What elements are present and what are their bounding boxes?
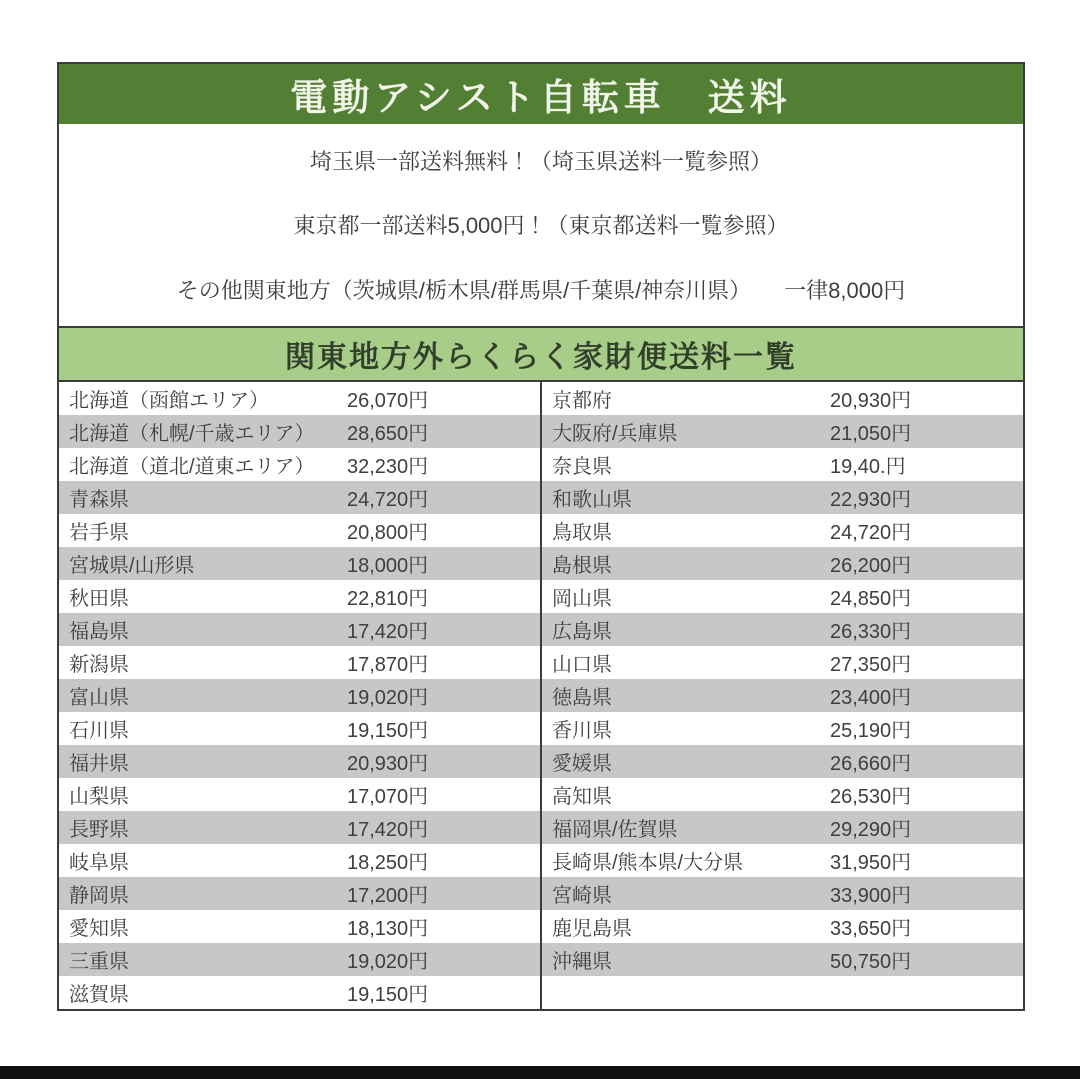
price-cell: 17,420円 (347, 621, 429, 643)
prefecture-cell: 岐阜県 (69, 852, 129, 874)
price-cell: 17,420円 (347, 819, 429, 841)
price-cell: 19,020円 (347, 951, 429, 973)
prefecture-cell: 愛知県 (69, 918, 129, 940)
price-cell: 17,200円 (347, 885, 429, 907)
prefecture-cell: 沖縄県 (540, 943, 830, 976)
price-cell: 26,200円 (830, 555, 912, 577)
prefecture-cell: 静岡県 (69, 885, 129, 907)
page-title: 電動アシスト自転車 送料 (290, 77, 792, 118)
price-cell: 22,930円 (830, 489, 912, 511)
price-cell: 26,070円 (347, 390, 429, 412)
prefecture-cell: 福井県 (69, 753, 129, 775)
main-title-banner (59, 64, 1023, 124)
prefecture-cell: 山梨県 (69, 786, 129, 808)
price-cell (830, 976, 1023, 1009)
prefecture-cell: 北海道（函館エリア） (69, 390, 269, 412)
prefecture-cell: 大阪府/兵庫県 (540, 415, 830, 448)
price-cell: 18,000円 (347, 555, 429, 577)
prefecture-cell: 長野県 (69, 819, 129, 841)
prefecture-cell: 石川県 (69, 720, 129, 742)
price-cell: 29,290円 (830, 819, 912, 841)
table-title-banner (59, 326, 1023, 382)
prefecture-cell: 徳島県 (540, 679, 830, 712)
table-row (59, 382, 1023, 415)
price-cell: 19,020円 (347, 687, 429, 709)
table-title: 関東地方外らくらく家財便送料一覧 (285, 341, 797, 374)
prefecture-cell: 岡山県 (540, 580, 830, 613)
price-cell: 21,050円 (830, 423, 912, 445)
prefecture-cell: 新潟県 (69, 654, 129, 676)
table-row (59, 712, 1023, 745)
prefecture-cell: 北海道（道北/道東エリア） (69, 456, 315, 478)
table-row (59, 745, 1023, 778)
notice-kanto-other: その他関東地方（茨城県/栃木県/群馬県/千葉県/神奈川県） 一律8,000円 (176, 278, 906, 304)
prefecture-cell: 富山県 (69, 687, 129, 709)
prefecture-cell: 鳥取県 (540, 514, 830, 547)
prefecture-cell: 京都府 (540, 382, 830, 415)
prefecture-cell: 北海道（札幌/千歳エリア） (69, 423, 315, 445)
price-cell: 20,800円 (347, 522, 429, 544)
price-cell: 26,330円 (830, 621, 912, 643)
prefecture-cell: 鹿児島県 (540, 910, 830, 943)
price-cell: 20,930円 (347, 753, 429, 775)
prefecture-cell: 高知県 (540, 778, 830, 811)
price-cell: 20,930円 (830, 390, 912, 412)
table-row (59, 943, 1023, 976)
price-cell: 28,650円 (347, 423, 429, 445)
table-row (59, 514, 1023, 547)
price-cell: 19,40.円 (830, 456, 906, 478)
price-cell: 33,900円 (830, 885, 912, 907)
price-cell: 24,720円 (830, 522, 912, 544)
price-cell: 18,250円 (347, 852, 429, 874)
price-cell: 32,230円 (347, 456, 429, 478)
prefecture-cell: 香川県 (540, 712, 830, 745)
table-row (59, 613, 1023, 646)
prefecture-cell: 山口県 (540, 646, 830, 679)
table-row (59, 679, 1023, 712)
table-row (59, 976, 1023, 1009)
price-cell: 23,400円 (830, 687, 912, 709)
prefecture-cell: 和歌山県 (540, 481, 830, 514)
table-row (59, 778, 1023, 811)
prefecture-cell: 岩手県 (69, 522, 129, 544)
table-row (59, 415, 1023, 448)
price-cell: 17,870円 (347, 654, 429, 676)
prefecture-cell: 愛媛県 (540, 745, 830, 778)
price-cell: 18,130円 (347, 918, 429, 940)
table-row (59, 877, 1023, 910)
fee-table (59, 382, 1023, 1009)
shipping-notices (59, 124, 1023, 326)
price-cell: 31,950円 (830, 852, 912, 874)
price-cell: 27,350円 (830, 654, 912, 676)
shipping-fee-sheet (57, 62, 1025, 1011)
price-cell: 17,070円 (347, 786, 429, 808)
price-cell: 24,850円 (830, 588, 912, 610)
prefecture-cell: 秋田県 (69, 588, 129, 610)
prefecture-cell: 福島県 (69, 621, 129, 643)
price-cell: 25,190円 (830, 720, 912, 742)
table-row (59, 844, 1023, 877)
table-row (59, 547, 1023, 580)
table-row (59, 448, 1023, 481)
prefecture-cell: 長崎県/熊本県/大分県 (540, 844, 830, 877)
table-row (59, 580, 1023, 613)
prefecture-cell: 宮城県/山形県 (69, 555, 195, 577)
prefecture-cell: 滋賀県 (69, 984, 129, 1006)
price-cell: 24,720円 (347, 489, 429, 511)
bottom-bar (0, 1066, 1080, 1079)
price-cell: 50,750円 (830, 951, 912, 973)
prefecture-cell: 青森県 (69, 489, 129, 511)
price-cell: 33,650円 (830, 918, 912, 940)
price-cell: 26,660円 (830, 753, 912, 775)
prefecture-cell: 福岡県/佐賀県 (540, 811, 830, 844)
table-row (59, 811, 1023, 844)
prefecture-cell: 広島県 (540, 613, 830, 646)
price-cell: 19,150円 (347, 984, 429, 1006)
price-cell: 22,810円 (347, 588, 429, 610)
prefecture-cell: 奈良県 (540, 448, 830, 481)
table-row (59, 910, 1023, 943)
notice-saitama: 埼玉県一部送料無料！（埼玉県送料一覧参照） (309, 148, 772, 174)
notice-tokyo: 東京都一部送料5,000円！（東京都送料一覧参照） (293, 213, 789, 239)
table-row (59, 646, 1023, 679)
prefecture-cell: 三重県 (69, 951, 129, 973)
prefecture-cell: 島根県 (540, 547, 830, 580)
price-cell: 26,530円 (830, 786, 912, 808)
price-cell: 19,150円 (347, 720, 429, 742)
table-row (59, 481, 1023, 514)
prefecture-cell: 宮崎県 (540, 877, 830, 910)
prefecture-cell (540, 976, 830, 1009)
